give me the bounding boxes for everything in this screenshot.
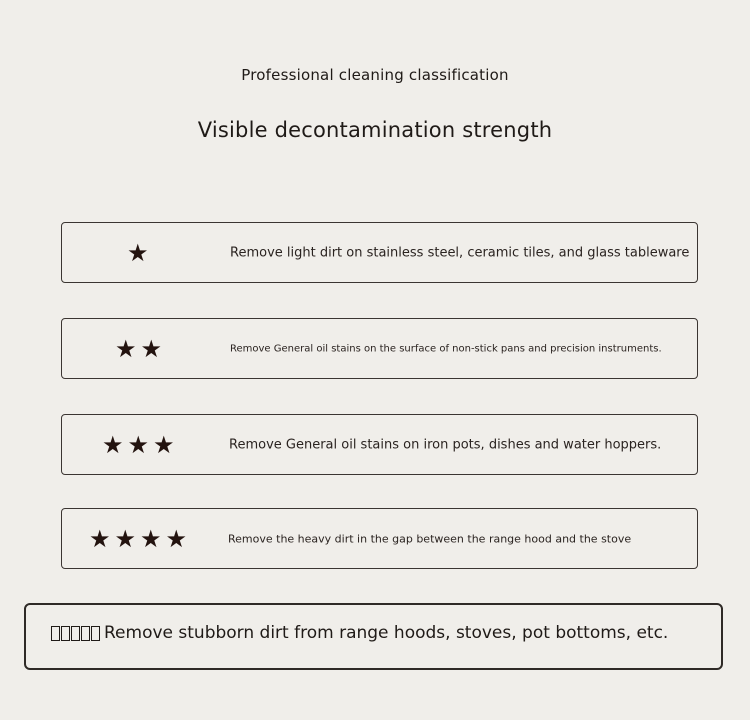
placeholder-box-icon bbox=[81, 626, 90, 641]
star-rating bbox=[102, 430, 175, 459]
placeholder-box-icon bbox=[91, 626, 100, 641]
level-description: Remove stubborn dirt from range hoods, stoves, pot bottoms, etc. bbox=[104, 623, 669, 643]
level-description: Remove General oil stains on iron pots, dishes and water hoppers. bbox=[229, 437, 662, 452]
placeholder-box-icon bbox=[61, 626, 70, 641]
star-icon: ★ bbox=[127, 430, 150, 459]
star-icon: ★ bbox=[140, 334, 163, 363]
star-icon: ★ bbox=[102, 430, 124, 459]
star-rating bbox=[127, 238, 149, 267]
subtitle: Professional cleaning classification bbox=[241, 66, 509, 84]
level-card-1 bbox=[61, 222, 698, 283]
star-rating bbox=[115, 334, 163, 363]
placeholder-box-icon bbox=[71, 626, 80, 641]
star-icon: ★ bbox=[165, 524, 188, 553]
star-icon: ★ bbox=[127, 238, 149, 267]
level-card-3 bbox=[61, 414, 698, 475]
page-title: Visible decontamination strength bbox=[197, 118, 553, 142]
star-icon: ★ bbox=[114, 524, 137, 553]
level-card-4 bbox=[61, 508, 698, 569]
star-icon: ★ bbox=[140, 524, 162, 553]
level-description: Remove General oil stains on the surface of non-stick pans and precision instruments. bbox=[230, 343, 662, 354]
star-icon: ★ bbox=[153, 430, 175, 459]
level-description: Remove light dirt on stainless steel, ceramic tiles, and glass tableware bbox=[230, 245, 690, 260]
level-description: Remove the heavy dirt in the gap between the range hood and the stove bbox=[228, 532, 632, 545]
star-icon: ★ bbox=[115, 334, 137, 363]
placeholder-box-icon bbox=[51, 626, 60, 641]
level-card-2 bbox=[61, 318, 698, 379]
star-icon: ★ bbox=[89, 524, 111, 553]
level-card-5 bbox=[24, 603, 723, 670]
star-rating bbox=[89, 524, 188, 553]
missing-glyph-boxes bbox=[51, 626, 100, 641]
